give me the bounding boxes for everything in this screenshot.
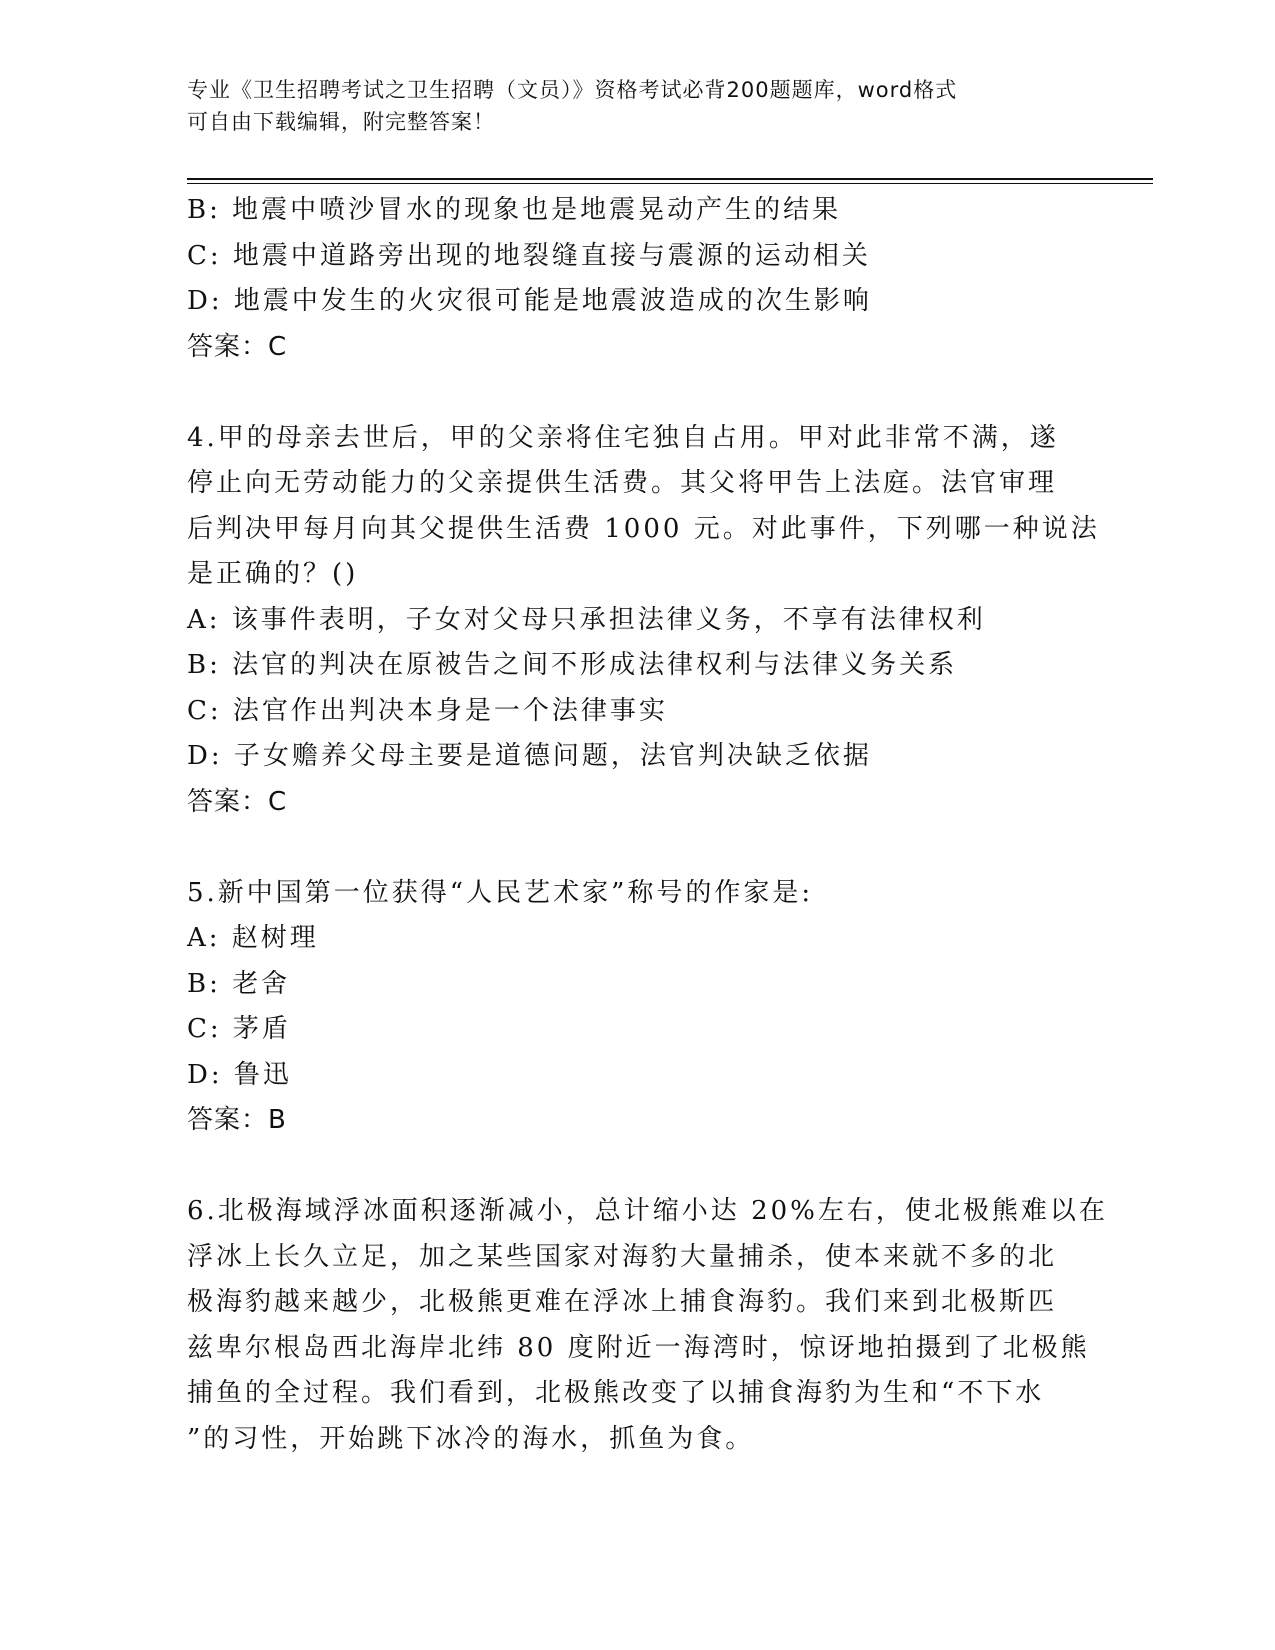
q6-stem-line-6: ”的习性，开始跳下冰冷的海水，抓鱼为食。 bbox=[187, 1423, 755, 1454]
q3-answer: 答案：C bbox=[187, 331, 288, 362]
q6-stem-line-4: 兹卑尔根岛西北海岸北纬 80 度附近一海湾时，惊讶地拍摄到了北极熊 bbox=[187, 1332, 1090, 1363]
q6-stem-line-3: 极海豹越来越少，北极熊更难在浮冰上捕食海豹。我们来到北极斯匹 bbox=[187, 1287, 1058, 1317]
q4-stem-line-3: 后判决甲每月向其父提供生活费 1000 元。对此事件，下列哪一种说法 bbox=[187, 513, 1100, 544]
q4-answer: 答案：C bbox=[187, 786, 288, 817]
spacer bbox=[187, 825, 1087, 871]
q3-option-b: B: 地震中喷沙冒水的现象也是地震晃动产生的结果 bbox=[187, 195, 842, 225]
q3-option-d: D: 地震中发生的火灾很可能是地震波造成的次生影响 bbox=[187, 286, 872, 316]
q4-option-c: C: 法官作出判决本身是一个法律事实 bbox=[187, 695, 668, 726]
spacer bbox=[187, 370, 1087, 416]
q5-option-c: C: 茅盾 bbox=[187, 1014, 291, 1044]
q5-stem: 5.新中国第一位获得“人民艺术家”称号的作家是: bbox=[187, 877, 814, 908]
q6-stem-line-1: 6.北极海域浮冰面积逐渐减小，总计缩小达 20%左右，使北极熊难以在 bbox=[187, 1196, 1108, 1226]
spacer bbox=[187, 1144, 1087, 1190]
q5-option-a: A: 赵树理 bbox=[187, 923, 319, 953]
q4-option-b: B: 法官的判决在原被告之间不形成法律权利与法律义务关系 bbox=[187, 650, 958, 680]
q4-stem-line-4: 是正确的？() bbox=[187, 559, 359, 589]
q4-stem-line-1: 4.甲的母亲去世后，甲的父亲将住宅独自占用。甲对此非常不满，遂 bbox=[187, 422, 1059, 453]
q4-option-a: A: 该事件表明，子女对父母只承担法律义务，不享有法律权利 bbox=[187, 604, 986, 635]
q5-option-d: D: 鲁迅 bbox=[187, 1059, 292, 1090]
document-header: 专业《卫生招聘考试之卫生招聘（文员）》资格考试必背200题题库，word格式 可自由下载编辑，附完整答案！ bbox=[187, 78, 958, 134]
q4-option-d: D: 子女赡养父母主要是道德问题，法官判决缺乏依据 bbox=[187, 741, 872, 771]
q5-option-b: B: 老舍 bbox=[187, 968, 291, 999]
q5-answer: 答案：B bbox=[187, 1105, 287, 1135]
header-divider-thin bbox=[187, 183, 1153, 184]
question-content bbox=[187, 188, 1108, 1462]
q4-stem-line-2: 停止向无劳动能力的父亲提供生活费。其父将甲告上法庭。法官审理 bbox=[187, 468, 1058, 498]
q6-stem-line-2: 浮冰上长久立足，加之某些国家对海豹大量捕杀，使本来就不多的北 bbox=[187, 1241, 1058, 1272]
q3-option-c: C: 地震中道路旁出现的地裂缝直接与震源的运动相关 bbox=[187, 240, 871, 271]
header-divider-thick bbox=[187, 178, 1153, 180]
q6-stem-line-5: 捕鱼的全过程。我们看到，北极熊改变了以捕食海豹为生和“不下水 bbox=[187, 1378, 1045, 1408]
